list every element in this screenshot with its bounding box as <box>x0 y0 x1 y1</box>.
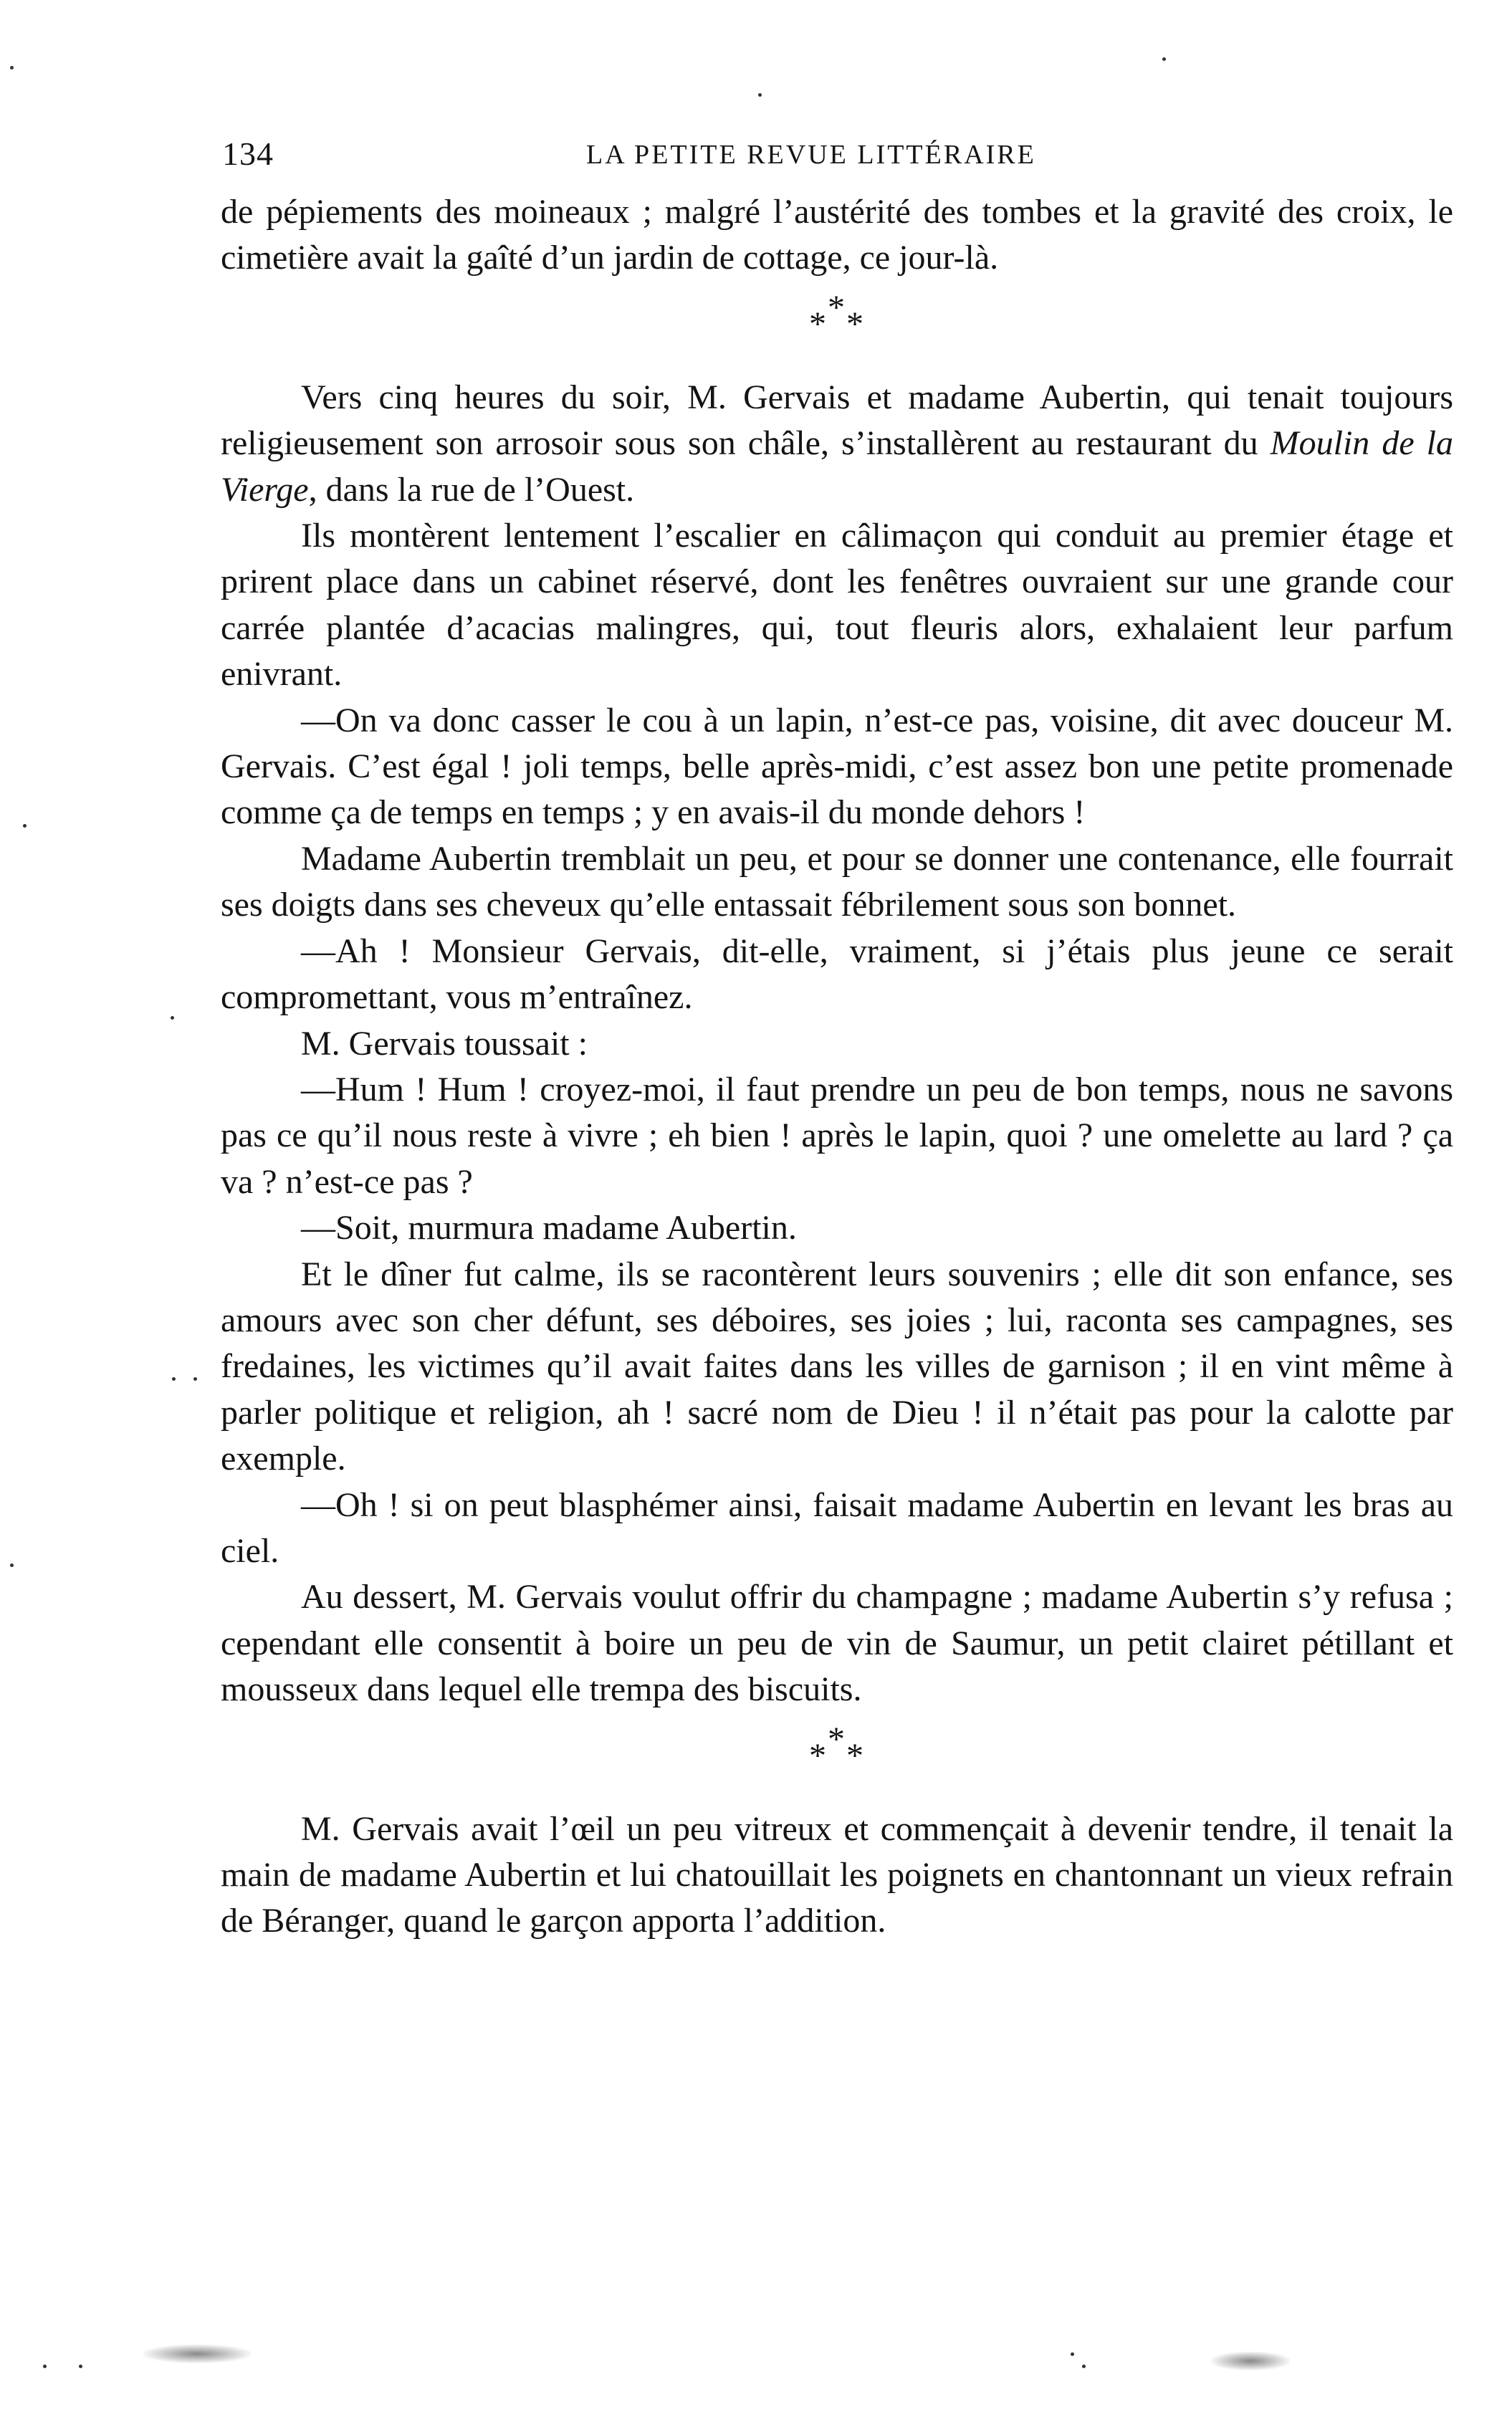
paragraph: —Oh ! si on peut blasphémer ainsi, faisait madame Aubertin en levant les bras au ciel. <box>221 1485 1453 1570</box>
scan-speck <box>1071 2352 1074 2356</box>
restaurant-name: Moulin de la Vierge <box>221 424 1454 509</box>
scan-speck <box>10 1563 14 1567</box>
book-page <box>221 129 1453 2322</box>
paragraph: —Ah ! Monsieur Gervais, dit-elle, vraiment, si j’étais plus jeune ce serait compromettant, vous m’entraînez. <box>221 931 1453 1017</box>
page-number: 134 <box>222 135 274 172</box>
paragraph: —Soit, murmura madame Aubertin. <box>301 1209 797 1247</box>
scan-speck <box>171 1016 174 1020</box>
paragraph: Et le dîner fut calme, ils se racontèrent leurs souvenirs ; elle dit son enfance, ses amours avec son cher défunt, ses déboires, ses joies ; lui, raconta ses campagnes, ses fredaines, les victimes qu’il avait faites dans les villes de garnison ; il en vint même à parler politique et religion, ah ! sacré nom de Dieu ! il n’était pas pour la calotte par exemple. <box>221 1255 1453 1478</box>
paragraph: —Hum ! Hum ! croyez-moi, il faut prendre un peu de bon temps, nous ne savons pas ce qu’il nous reste à vivre ; eh bien ! après le lapin, quoi ? une omelette au lard ? ça va ? n’est-ce pas ? <box>221 1070 1453 1201</box>
section-break-asterism: *** <box>809 288 865 343</box>
paragraph: M. Gervais toussait : <box>301 1024 588 1063</box>
paragraph: Ils montèrent lentement l’escalier en câlimaçon qui conduit au premier étage et prirent place dans un cabinet réservé, dont les fenêtres ouvraient sur une grande cour carrée plantée d’acacias malingres, qui, tout fleuris alors, exhalaient leur parfum enivrant. <box>221 517 1453 694</box>
scan-speck <box>193 1377 197 1381</box>
paragraph: M. Gervais avait l’œil un peu vitreux et commençait à devenir tendre, il tenait la main de madame Aubertin et lui chatouillait les poignets en chantonnant un vieux refrain de Béranger, quand le garçon apporta l’addition. <box>221 1809 1453 1940</box>
scan-speck <box>758 93 762 97</box>
scan-speck <box>1082 2365 1086 2368</box>
paragraph: —On va donc casser le cou à un lapin, n’est-ce pas, voisine, dit avec douceur M. Gervais. C’est égal ! joli temps, belle après-midi, c’est assez bon une petite promenade comme ça de temps en temps ; y en avais-il du monde dehors ! <box>221 701 1453 832</box>
scan-speck <box>10 66 14 70</box>
body-text <box>221 189 1453 1945</box>
paragraph: Au dessert, M. Gervais voulut offrir du champagne ; madame Aubertin s’y refusa ; cependant elle consentit à boire un peu de vin de Saumur, un petit clairet pétillant et mousseux dans lequel elle trempa des biscuits. <box>221 1578 1453 1709</box>
paragraph: Vers cinq heures du soir, M. Gervais et madame Aubertin, qui tenait toujours religieusement son arrosoir sous son châle, s’installèrent au restaurant du Moulin de la Vierge, dans la rue de l’Ouest. <box>221 378 1454 509</box>
section-break-asterism: *** <box>809 1720 865 1775</box>
scan-speck <box>172 1377 176 1381</box>
paragraph: de pépiements des moineaux ; malgré l’austérité des tombes et la gravité des croix, le cimetière avait la gaîté d’un jardin de cottage, ce jour-là. <box>221 193 1453 277</box>
scan-speck <box>23 824 27 828</box>
scan-speck <box>1162 57 1166 61</box>
scan-smudge <box>1211 2352 1290 2370</box>
scan-smudge <box>143 2345 251 2363</box>
running-title: LA PETITE REVUE LITTÉRAIRE <box>586 140 1036 170</box>
scan-speck <box>79 2365 82 2368</box>
paragraph: Madame Aubertin tremblait un peu, et pour se donner une contenance, elle fourrait ses doigts dans ses cheveux qu’elle entassait fébrilement sous son bonnet. <box>221 839 1453 924</box>
scan-speck <box>43 2365 47 2368</box>
page-header <box>221 129 1453 189</box>
